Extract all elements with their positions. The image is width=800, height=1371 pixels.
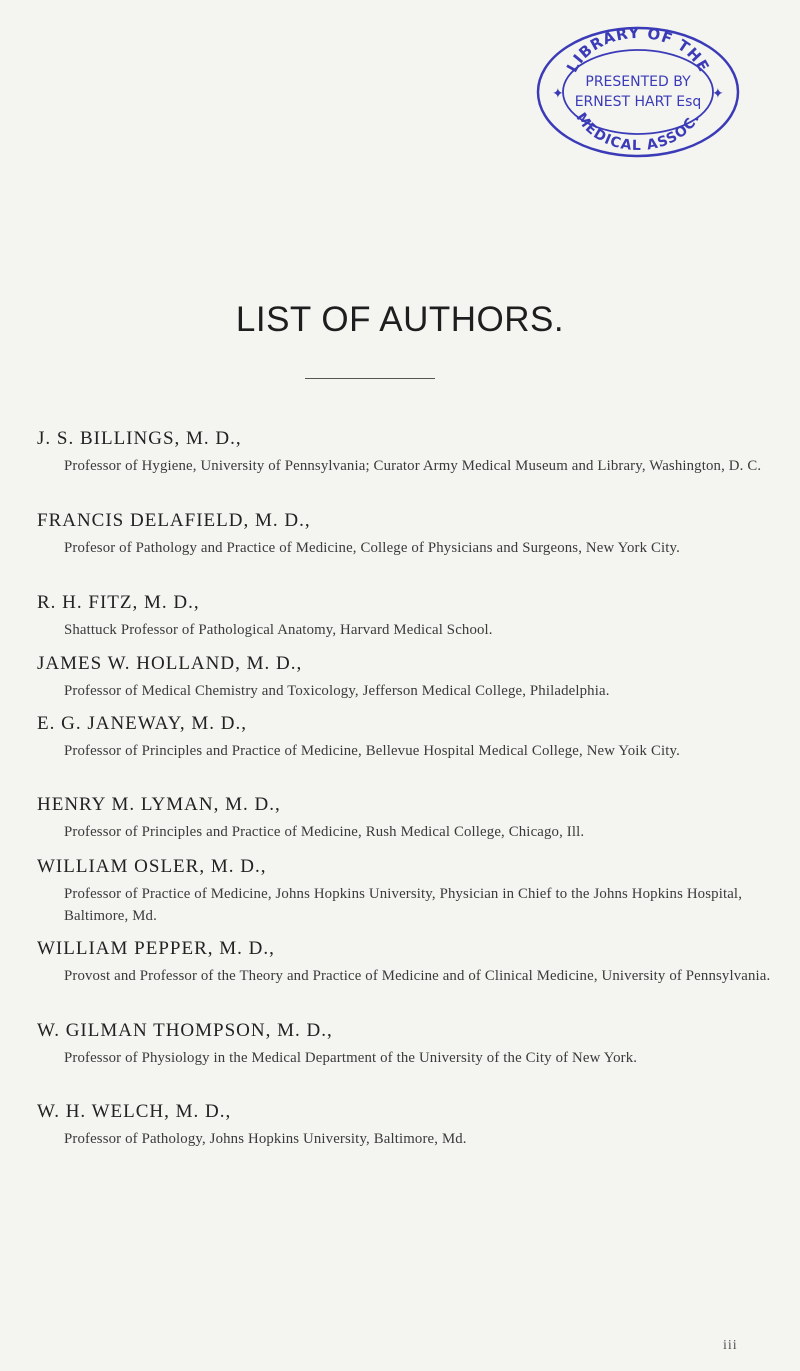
author-name: WILLIAM OSLER, M. D., [37,856,267,877]
author-entry [37,1101,772,1151]
page-number: iii [723,1338,738,1353]
author-description: Professor of Principles and Practice of Medicine, Rush Medical College, Chicago, Ill. [64,824,585,840]
author-name: HENRY M. LYMAN, M. D., [37,794,281,815]
author-name: W. H. WELCH, M. D., [37,1101,232,1122]
author-entry [37,713,772,763]
svg-text:MEDICAL ASSOC.: MEDICAL ASSOC. [572,110,704,155]
author-name: WILLIAM PEPPER, M. D., [37,938,275,959]
author-name: JAMES W. HOLLAND, M. D., [37,653,303,674]
author-entry [37,938,772,988]
author-entry [37,592,772,642]
author-entry [37,794,772,844]
author-description: Profesor of Pathology and Practice of Medicine, College of Physicians and Surgeons, New York City. [64,540,680,556]
author-entry [37,653,772,703]
author-description: Shattuck Professor of Pathological Anatomy, Harvard Medical School. [64,622,493,638]
library-stamp [532,20,744,162]
author-name: J. S. BILLINGS, M. D., [37,428,242,449]
author-description: Provost and Professor of the Theory and Practice of Medicine and of Clinical Medicine, University of Pennsylvania. [64,968,771,984]
author-description: Professor of Medical Chemistry and Toxicology, Jefferson Medical College, Philadelphia. [64,683,610,699]
author-entry [37,428,772,478]
svg-text:LIBRARY OF THE: LIBRARY OF THE [562,23,714,76]
author-entry [37,510,772,560]
svg-text:✦: ✦ [552,86,564,102]
svg-text:PRESENTED BY: PRESENTED BY [585,74,691,90]
author-description: Professor of Practice of Medicine, Johns Hopkins University, Physician in Chief to the Johns Hopkins Hospital, Baltimore, Md. [64,886,743,924]
author-description: Professor of Physiology in the Medical Department of the University of the City of New York. [64,1050,638,1066]
title-divider [305,378,435,379]
svg-text:ERNEST HART Esq: ERNEST HART Esq [574,94,702,110]
author-description: Professor of Pathology, Johns Hopkins University, Baltimore, Md. [64,1131,467,1147]
svg-text:✦: ✦ [712,86,724,102]
page-title: LIST OF AUTHORS. [235,300,565,339]
author-name: E. G. JANEWAY, M. D., [37,713,247,734]
author-entry [37,1020,772,1070]
author-description: Professor of Principles and Practice of Medicine, Bellevue Hospital Medical College, New Yoik City. [64,743,680,759]
author-entry [37,856,772,927]
author-description: Professor of Hygiene, University of Pennsylvania; Curator Army Medical Museum and Library, Washington, D. C. [64,458,762,474]
author-name: R. H. FITZ, M. D., [37,592,200,613]
author-name: FRANCIS DELAFIELD, M. D., [37,510,311,531]
author-name: W. GILMAN THOMPSON, M. D., [37,1020,333,1041]
